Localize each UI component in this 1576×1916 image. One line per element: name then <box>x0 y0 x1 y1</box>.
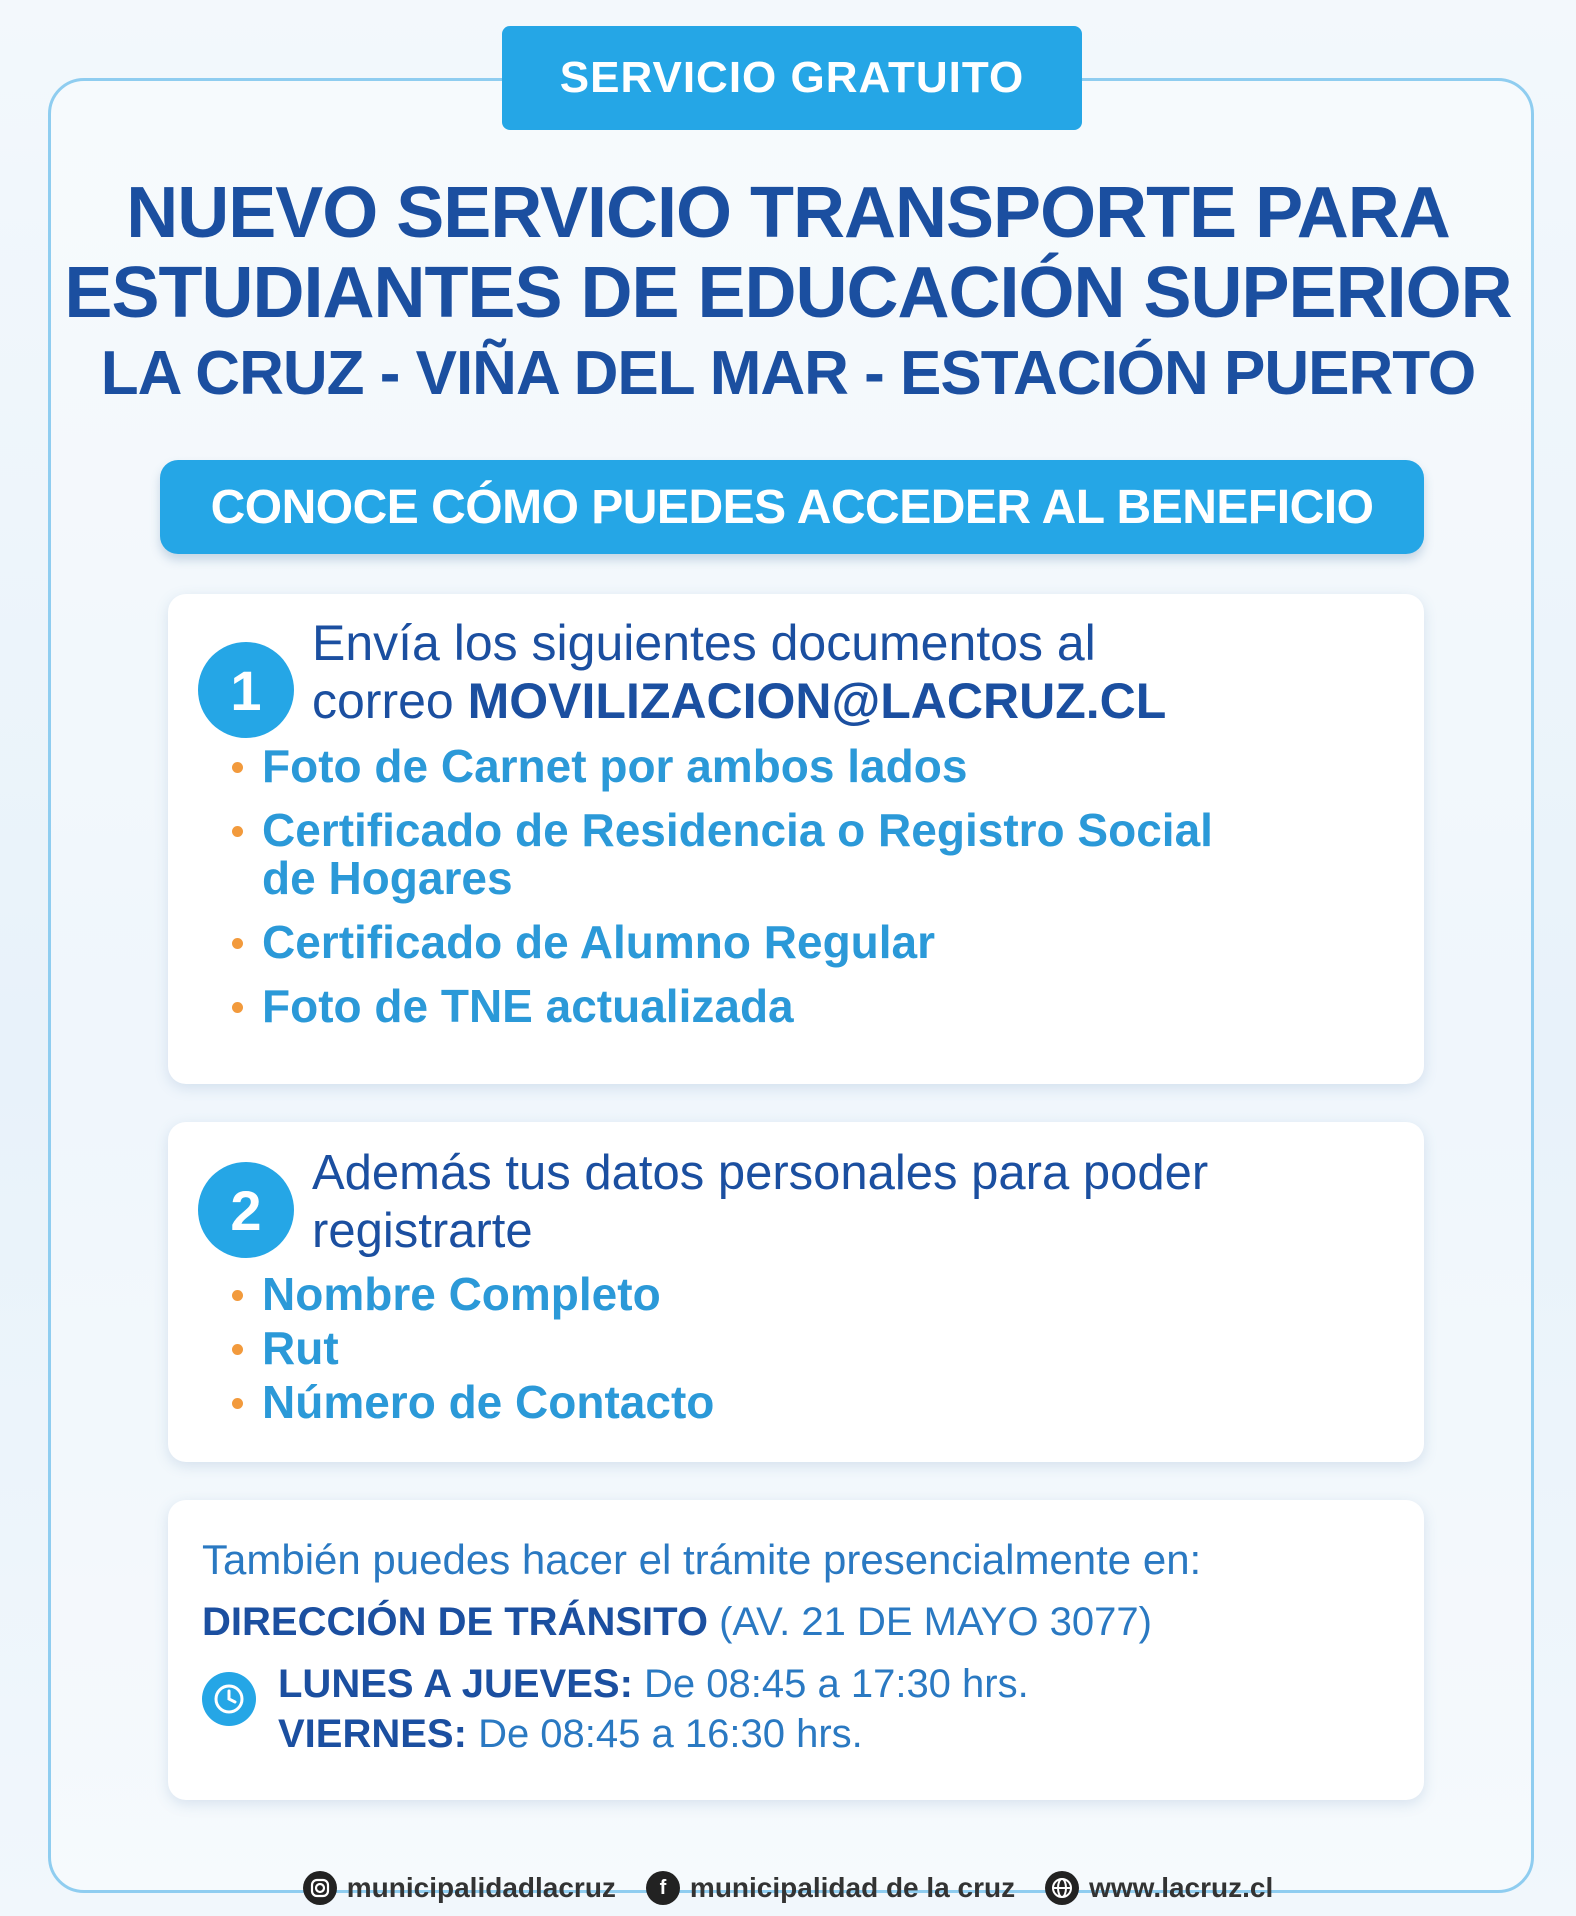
website-url: www.lacruz.cl <box>1089 1872 1274 1903</box>
title-line-1: NUEVO SERVICIO TRANSPORTE PARA <box>126 173 1450 253</box>
facebook-handle: municipalidad de la cruz <box>689 1872 1016 1903</box>
office-name: DIRECCIÓN DE TRÁNSITO <box>202 1600 708 1644</box>
personal-data-list <box>230 1270 714 1426</box>
clock-icon <box>202 1672 256 1726</box>
step-1-heading-prefix: correo <box>312 673 468 729</box>
hours-time: De 08:45 a 16:30 hrs. <box>478 1712 863 1756</box>
list-item-text: Foto de Carnet por ambos lados <box>262 740 968 792</box>
list-item <box>230 1270 714 1318</box>
list-item-text: Rut <box>262 1322 339 1374</box>
step-1-heading <box>312 614 1166 730</box>
documents-list <box>230 742 1222 1030</box>
title-line-2: ESTUDIANTES DE EDUCACIÓN SUPERIOR <box>64 253 1512 333</box>
facebook-icon: f <box>646 1871 680 1905</box>
instagram-handle: municipalidadlacruz <box>346 1872 616 1903</box>
hours-fri <box>278 1712 863 1757</box>
list-item-text: Número de Contacto <box>262 1376 715 1428</box>
instagram-link[interactable] <box>303 1871 616 1905</box>
hours-days: VIERNES: <box>278 1712 467 1756</box>
bullet-icon <box>232 938 243 949</box>
list-item-text: Foto de TNE actualizada <box>262 980 794 1032</box>
route-subtitle: LA CRUZ - VIÑA DEL MAR - ESTACIÓN PUERTO <box>100 339 1476 408</box>
list-item-text: Nombre Completo <box>262 1268 661 1320</box>
list-item <box>230 982 1222 1030</box>
free-service-badge: SERVICIO GRATUITO <box>502 26 1082 130</box>
bullet-icon <box>232 1290 243 1301</box>
instagram-icon <box>303 1871 337 1905</box>
step-2-heading-line2: registrarte <box>312 1204 533 1258</box>
bullet-icon <box>232 826 243 837</box>
facebook-link[interactable] <box>646 1871 1015 1905</box>
step-1-heading-line1: Envía los siguientes documentos al <box>312 615 1096 671</box>
bullet-icon <box>232 1344 243 1355</box>
office-line <box>202 1600 1152 1645</box>
list-item <box>230 806 1222 902</box>
step-2-heading <box>312 1144 1208 1260</box>
step-1-card <box>168 594 1424 1084</box>
in-person-card <box>168 1500 1424 1800</box>
step-2-card <box>168 1122 1424 1462</box>
step-1-heading-line2 <box>312 672 1166 730</box>
hours-mon-thu <box>278 1662 1029 1707</box>
access-benefit-banner: CONOCE CÓMO PUEDES ACCEDER AL BENEFICIO <box>160 460 1424 554</box>
bullet-icon <box>232 1002 243 1013</box>
list-item <box>230 742 1222 790</box>
globe-icon <box>1045 1871 1079 1905</box>
step-2-number: 2 <box>198 1162 294 1258</box>
list-item-text: Certificado de Residencia o Registro Social de Hogares <box>262 804 1213 904</box>
list-item-text: Certificado de Alumno Regular <box>262 916 936 968</box>
hours-time: De 08:45 a 17:30 hrs. <box>644 1662 1029 1706</box>
bullet-icon <box>232 1398 243 1409</box>
list-item <box>230 1324 714 1372</box>
hours-days: LUNES A JUEVES: <box>278 1662 633 1706</box>
bullet-icon <box>232 762 243 773</box>
step-1-number: 1 <box>198 642 294 738</box>
list-item <box>230 1378 714 1426</box>
social-footer <box>0 1866 1576 1910</box>
email-link[interactable]: MOVILIZACION@LACRUZ.CL <box>467 673 1167 729</box>
step-2-heading-line1: Además tus datos personales para poder <box>312 1146 1209 1200</box>
list-item <box>230 918 1222 966</box>
in-person-intro: También puedes hacer el trámite presencialmente en: <box>202 1536 1202 1583</box>
office-address: (AV. 21 DE MAYO 3077) <box>719 1600 1152 1644</box>
website-link[interactable] <box>1045 1871 1273 1905</box>
